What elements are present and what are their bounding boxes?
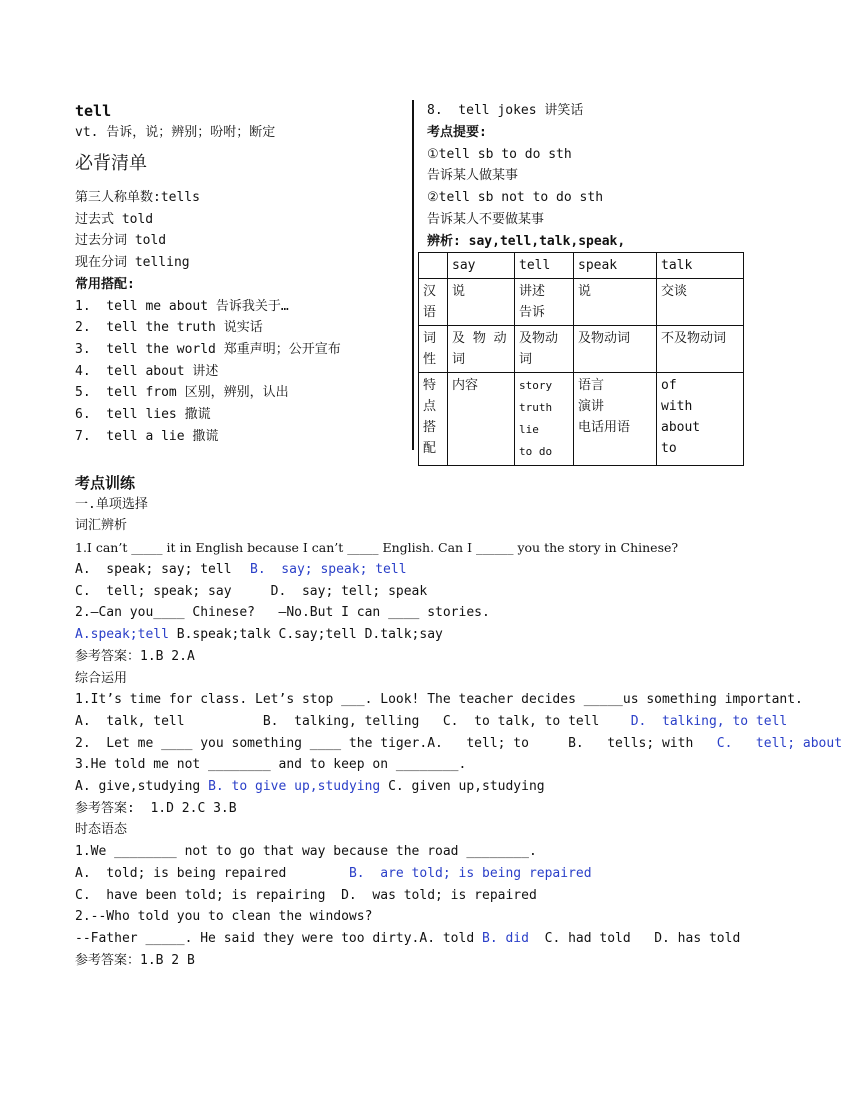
cell-line: 告诉: [519, 305, 546, 320]
option: B.speak;talk C.say;tell D.talk;say: [168, 627, 443, 642]
table-cell: [515, 326, 574, 373]
table-cell: [574, 326, 657, 373]
subsection-title: 时态语态: [75, 822, 128, 837]
collocation-item: 1. tell me about 告诉我关于…: [75, 299, 289, 314]
question: 1.We ________ not to go that way because the road ________.: [75, 844, 537, 859]
row-label-char: 搭: [423, 420, 437, 435]
question: [75, 930, 740, 948]
form-present-participle: 现在分词 telling: [75, 255, 190, 270]
collocation-item: 6. tell lies 撒谎: [75, 407, 211, 422]
table-header-cell: say: [448, 253, 515, 279]
column-divider: [412, 100, 414, 450]
tip-line: ②tell sb not to do sth: [427, 190, 604, 205]
row-label-char: 配: [423, 441, 437, 456]
options-line: C. have been told; is repairing D. was told; is repaired: [75, 888, 537, 903]
cell-line: 交谈: [661, 284, 688, 299]
cell-line: 说: [578, 284, 592, 299]
cell-line: about: [661, 420, 701, 435]
cell-line: 语言: [578, 378, 605, 393]
cell-line: 词: [452, 352, 466, 367]
question: 1.I can’t _____ it in English because I can’t _____ English. Can I ______ you the story in Chinese?: [75, 540, 679, 555]
tip-line: 告诉某人不要做某事: [427, 212, 545, 227]
cell-line: 说: [452, 284, 466, 299]
form-past: 过去式 told: [75, 212, 154, 227]
form-third-person: 第三人称单数:tells: [75, 190, 200, 205]
comparison-table: [418, 252, 744, 466]
part-title: 一.单项选择: [75, 497, 148, 512]
cell-line: 词: [519, 352, 533, 367]
options-line: [75, 778, 545, 796]
table-cell: [448, 326, 515, 373]
cell-line: 及 物 动: [452, 331, 507, 346]
cell-line: truth: [519, 401, 553, 414]
option: A. talk, tell B. talking, telling C. to talk, to tell: [75, 714, 631, 729]
answer-option: B. are told; is being repaired: [348, 866, 592, 881]
cell-line: 及物动词: [578, 331, 631, 346]
options-line: [75, 865, 592, 883]
cell-line: to do: [519, 445, 553, 458]
table-cell: [657, 279, 744, 326]
row-label-char: 汉: [423, 284, 437, 299]
cell-line: 内容: [452, 378, 479, 393]
table-cell: [574, 373, 657, 466]
question: 2.—Can you____ Chinese? —No.But I can ____ stories.: [75, 605, 490, 620]
cell-line: to: [661, 441, 677, 456]
cell-line: 及物动: [519, 331, 559, 346]
cell-line: story: [519, 379, 553, 392]
table-header-cell: talk: [657, 253, 744, 279]
table-row: [419, 326, 744, 373]
collocation-item: 7. tell a lie 撒谎: [75, 429, 219, 444]
row-label: [419, 326, 448, 373]
subsection-title: 综合运用: [75, 671, 128, 686]
collocation-item: 4. tell about 讲述: [75, 364, 219, 379]
options-line: [75, 561, 232, 579]
options-line: [75, 713, 787, 731]
table-cell: [448, 279, 515, 326]
question: 1.It’s time for class. Let’s stop ___. Look! The teacher decides _____us something important.: [75, 692, 803, 707]
table-cell: [515, 373, 574, 466]
table-header-row: [419, 253, 744, 279]
section-title: 必背清单: [75, 153, 147, 174]
cell-line: lie: [519, 423, 539, 436]
definition: vt. 告诉，说；辨别；吩咐；断定: [75, 125, 276, 140]
table-header-cell: [419, 253, 448, 279]
option: --Father _____. He said they were too dirty.A. told: [75, 931, 482, 946]
question: 2.--Who told you to clean the windows?: [75, 909, 373, 924]
analysis-title: 辨析: say,tell,talk,speak,: [427, 234, 626, 249]
tip-line: ①tell sb to do sth: [427, 147, 572, 162]
table-header-cell: tell: [515, 253, 574, 279]
cell-line: 讲述: [519, 284, 546, 299]
answer-option: D. talking, to tell: [630, 714, 788, 729]
subsection-title: 词汇辨析: [75, 518, 128, 533]
row-label: [419, 373, 448, 466]
cell-line: with: [661, 399, 693, 414]
answer-option: A.speak;tell: [75, 627, 169, 642]
table-row: [419, 279, 744, 326]
cell-line: 不及物动词: [661, 331, 727, 346]
collocations-title: 常用搭配:: [75, 277, 135, 292]
table-cell: [657, 326, 744, 373]
answer-key: 参考答案：1.B 2.A: [75, 649, 195, 664]
row-label-char: 点: [423, 399, 437, 414]
table-cell: [574, 279, 657, 326]
options-line: C. tell; speak; say D. say; tell; speak: [75, 584, 428, 599]
cell-line: of: [661, 378, 677, 393]
collocation-item: 2. tell the truth 说实话: [75, 320, 263, 335]
form-past-participle: 过去分词 told: [75, 233, 167, 248]
headword: tell: [75, 102, 112, 120]
row-label-char: 性: [423, 352, 437, 367]
option: C. given up,studying: [380, 779, 545, 794]
table-header-cell: speak: [574, 253, 657, 279]
table-cell: [515, 279, 574, 326]
options-line: [75, 626, 443, 644]
tip-line: 告诉某人做某事: [427, 168, 519, 183]
row-label-char: 语: [423, 305, 437, 320]
row-label-char: 特: [423, 378, 437, 393]
collocation-item: 3. tell the world 郑重声明；公开宣布: [75, 342, 341, 357]
option: A. told; is being repaired: [75, 866, 349, 881]
tips-title: 考点提要:: [427, 125, 487, 140]
question: [75, 735, 842, 753]
answer-option: B. did: [482, 931, 529, 946]
exercises-title: 考点训练: [75, 474, 136, 492]
table-cell: [448, 373, 515, 466]
option: C. had told D. has told: [528, 931, 741, 946]
table-cell: [657, 373, 744, 466]
answer-option: B. say; speak; tell: [250, 562, 407, 577]
collocation-item-8: 8. tell jokes 讲笑话: [427, 103, 584, 118]
question: 3.He told me not ________ and to keep on ________.: [75, 757, 467, 772]
cell-line: 演讲: [578, 399, 605, 414]
table-row: [419, 373, 744, 466]
collocation-item: 5. tell from 区别，辨别，认出: [75, 385, 289, 400]
cell-line: 电话用语: [578, 420, 631, 435]
answer-key: 参考答案：1.B 2 B: [75, 953, 195, 968]
answer-option: C. tell; about: [716, 736, 842, 751]
row-label: [419, 279, 448, 326]
option: 2. Let me ____ you something ____ the tiger.A. tell; to B. tells; with: [75, 736, 717, 751]
option: A. give,studying: [75, 779, 209, 794]
row-label-char: 词: [423, 331, 437, 346]
answer-option: B. to give up,studying: [208, 779, 381, 794]
answer-key: 参考答案: 1.D 2.C 3.B: [75, 801, 237, 816]
option: A. speak; say; tell: [75, 562, 232, 577]
